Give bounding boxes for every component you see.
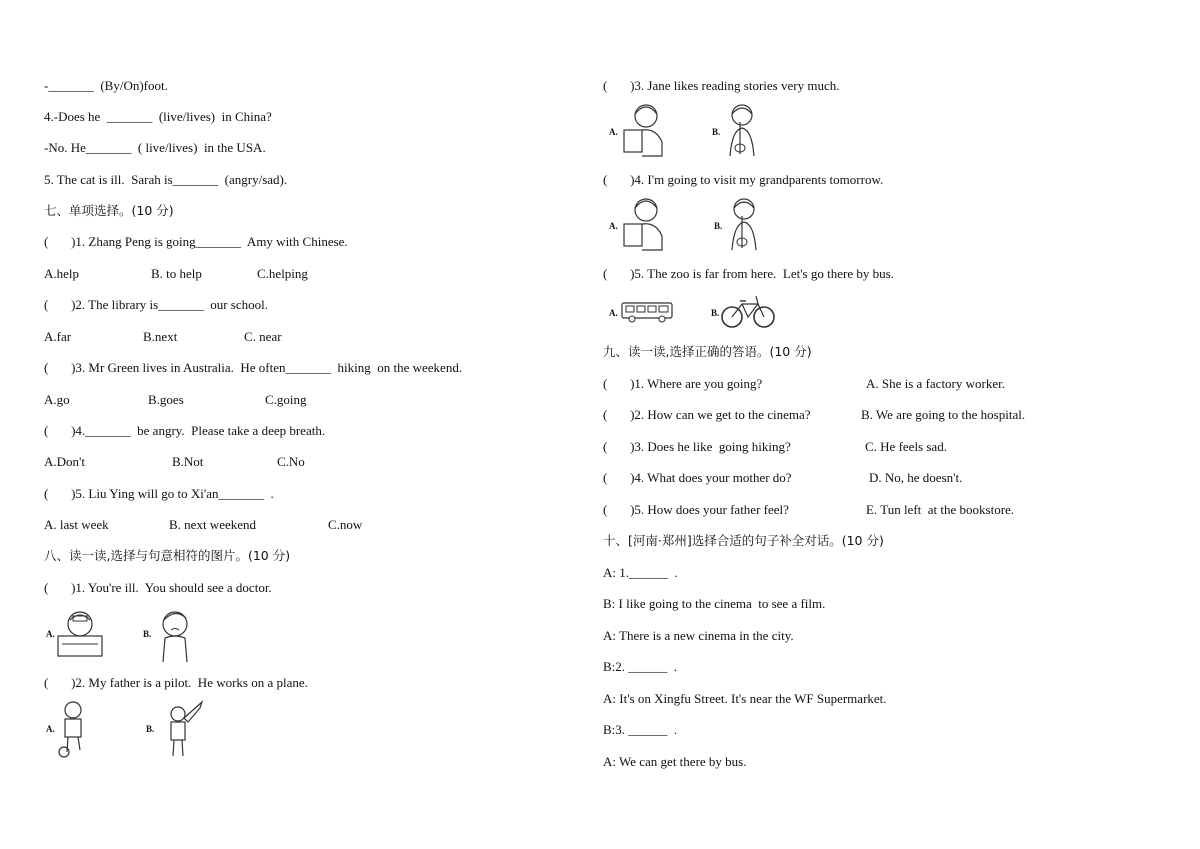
q8-5-label-b: B. <box>711 308 720 318</box>
q8-4-label-b: B. <box>714 221 723 231</box>
q9-option-d: D. No, he doesn't. <box>869 470 963 485</box>
q7-2-option-c: C. near <box>244 329 282 344</box>
sick-in-bed-illustration <box>56 606 104 658</box>
q7-3-option-a: A.go <box>44 392 70 407</box>
q7-5-option-a: A. last week <box>44 517 109 532</box>
dialogue-line-5: A: It's on Xingfu Street. It's near the WF Supermarket. <box>603 691 887 706</box>
q9-2-question: ( )2. How can we get to the cinema? <box>603 407 811 422</box>
q7-1-option-c: C.helping <box>257 266 308 281</box>
q8-3-label-b: B. <box>712 127 721 137</box>
q9-option-b: B. We are going to the hospital. <box>861 407 1026 422</box>
q7-1: ( )1. Zhang Peng is going_______ Amy with Chinese. <box>44 234 348 249</box>
q7-2: ( )2. The library is_______ our school. <box>44 297 268 312</box>
section-7-heading: 七、单项选择。(10 分) <box>44 203 174 218</box>
dialogue-line-4: B:2. ______ . <box>603 659 678 674</box>
q7-3: ( )3. Mr Green lives in Australia. He often_______ hiking on the weekend. <box>44 360 463 375</box>
q7-3-option-b: B.goes <box>148 392 184 407</box>
bicycle-illustration <box>720 292 776 330</box>
q7-2-option-b: B.next <box>143 329 178 344</box>
q8-2-label-a: A. <box>46 724 55 734</box>
q8-2: ( )2. My father is a pilot. He works on a plane. <box>44 675 308 690</box>
dialogue-line-6: B:3. ______ . <box>603 722 678 737</box>
dialogue-line-7: A: We can get there by bus. <box>603 754 747 769</box>
q7-4-option-b: B.Not <box>172 454 204 469</box>
q8-3-label-a: A. <box>609 127 618 137</box>
section-8-heading: 八、读一读,选择与句意相符的图片。(10 分) <box>44 548 291 563</box>
q8-1-label-b: B. <box>143 629 152 639</box>
q7-5-option-b: B. next weekend <box>169 517 257 532</box>
girl-playing-erhu-illustration <box>724 196 764 252</box>
line-q4-question: 4.-Does he _______ (live/lives) in China? <box>44 109 272 124</box>
q9-5-question: ( )5. How does your father feel? <box>603 502 789 517</box>
line-by-on-foot: -_______ (By/On)foot. <box>44 78 168 93</box>
q9-4-question: ( )4. What does your mother do? <box>603 470 792 485</box>
bus-illustration <box>620 300 674 324</box>
girl-reading-book-illustration <box>620 196 668 252</box>
q7-4: ( )4._______ be angry. Please take a deep breath. <box>44 423 326 438</box>
q8-5-label-a: A. <box>609 308 618 318</box>
q8-1-label-a: A. <box>46 629 55 639</box>
q9-3-question: ( )3. Does he like going hiking? <box>603 439 791 454</box>
q7-4-option-a: A.Don't <box>44 454 85 469</box>
q8-1: ( )1. You're ill. You should see a doctor. <box>44 580 272 595</box>
q7-5-option-c: C.now <box>328 517 363 532</box>
sad-boy-illustration <box>155 606 199 662</box>
dialogue-line-3: A: There is a new cinema in the city. <box>603 628 794 643</box>
q8-3: ( )3. Jane likes reading stories very much. <box>603 78 840 93</box>
q8-4: ( )4. I'm going to visit my grandparents tomorrow. <box>603 172 884 187</box>
dialogue-line-1: A: 1.______ . <box>603 565 678 580</box>
q7-4-option-c: C.No <box>277 454 305 469</box>
football-player-illustration <box>58 700 88 758</box>
q7-2-option-a: A.far <box>44 329 72 344</box>
section-9-heading: 九、读一读,选择正确的答语。(10 分) <box>603 344 812 359</box>
q9-option-c: C. He feels sad. <box>865 439 947 454</box>
girl-playing-erhu-illustration <box>722 102 762 158</box>
pilot-with-plane-illustration <box>160 700 204 758</box>
q7-3-option-c: C.going <box>265 392 307 407</box>
q8-4-label-a: A. <box>609 221 618 231</box>
q7-1-option-a: A.help <box>44 266 80 281</box>
section-10-heading: 十、[河南·郑州]选择合适的句子补全对话。(10 分) <box>603 533 884 548</box>
q9-option-a: A. She is a factory worker. <box>866 376 1005 391</box>
girl-reading-book-illustration <box>620 102 668 158</box>
q9-option-e: E. Tun left at the bookstore. <box>866 502 1015 517</box>
q7-5: ( )5. Liu Ying will go to Xi'an_______ . <box>44 486 274 501</box>
q7-1-option-b: B. to help <box>151 266 202 281</box>
line-q4-answer: -No. He_______ ( live/lives) in the USA. <box>44 140 266 155</box>
q8-5: ( )5. The zoo is far from here. Let's go there by bus. <box>603 266 894 281</box>
q8-2-label-b: B. <box>146 724 155 734</box>
q9-1-question: ( )1. Where are you going? <box>603 376 763 391</box>
line-q5: 5. The cat is ill. Sarah is_______ (angry/sad). <box>44 172 288 187</box>
dialogue-line-2: B: I like going to the cinema to see a film. <box>603 596 826 611</box>
